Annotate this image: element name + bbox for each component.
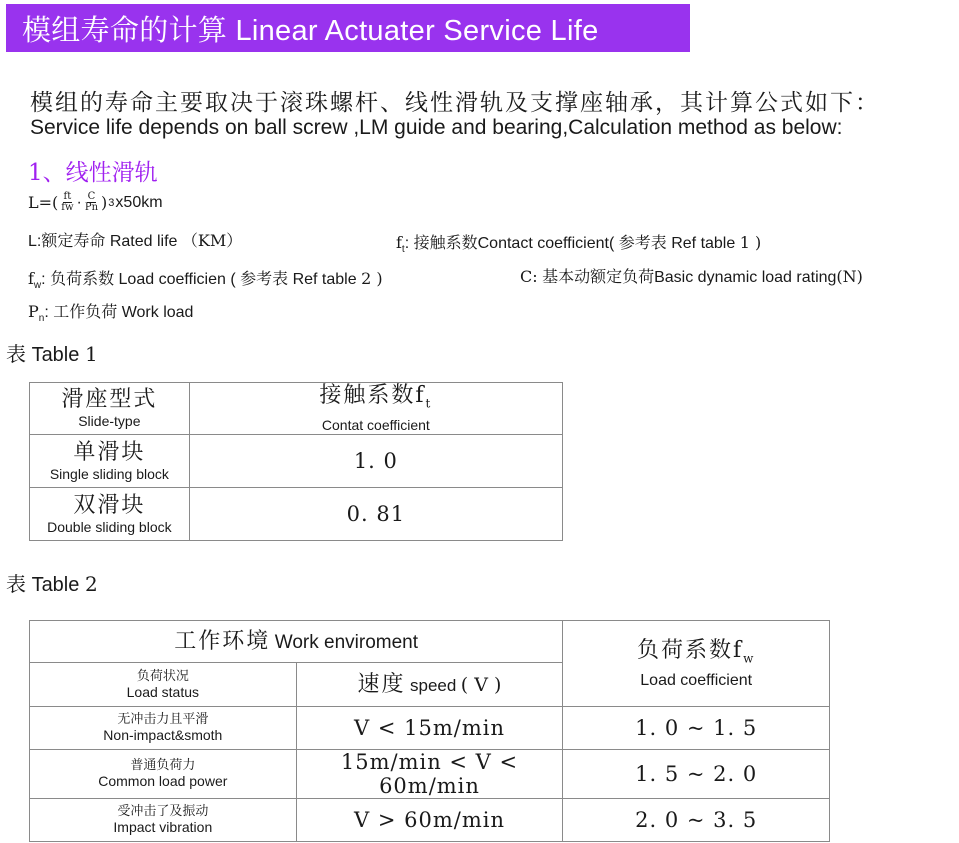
formula-exponent: 3 <box>108 196 115 209</box>
def-en: Contact coefficient( <box>477 235 615 252</box>
row-cn: 无冲击力且平滑 <box>117 712 209 727</box>
intro-chinese: 模组的寿命主要取决于滚珠螺杆、线性滑轨及支撑座轴承，其计算公式如下： <box>30 90 880 116</box>
def-ref-en: Ref table <box>671 235 736 252</box>
row-value-cell: 1. 0 <box>189 435 562 488</box>
table-row <box>30 799 830 842</box>
header-unit: ( V ) <box>460 673 502 696</box>
def-colon: : <box>41 271 46 288</box>
def-cn: 基本动额定负荷 <box>542 269 655 286</box>
formula-lhs: L=( <box>28 193 59 212</box>
def-cn: 工作负荷 <box>53 304 118 321</box>
table2-title <box>6 568 98 597</box>
formula-dot: · <box>76 193 82 211</box>
def-key: f <box>28 269 34 288</box>
header-sub: w <box>743 651 756 666</box>
row-cn: 单滑块 <box>73 439 146 465</box>
row-coef-cell: 2. 0 ~ 3. 5 <box>563 799 830 842</box>
def-ref-num: 1 ) <box>739 233 762 252</box>
definition-pn <box>28 299 193 324</box>
def-unit: (N) <box>836 267 863 286</box>
row-speed-cell: V > 60m/min <box>296 799 563 842</box>
header-cn: 滑座型式 <box>61 387 158 412</box>
row-label-cell <box>30 435 190 488</box>
formula-fraction-c-pn <box>85 192 98 213</box>
row-label-cell <box>30 750 297 799</box>
header-cell-contact-coefficient <box>189 383 562 435</box>
row-en: Common load power <box>98 773 228 789</box>
row-en: Non-impact&smoth <box>103 727 223 743</box>
row-label-cell <box>30 799 297 842</box>
table-title-en: Table <box>31 574 80 596</box>
life-formula <box>28 192 163 213</box>
header-cell-load-coefficient <box>563 621 830 707</box>
formula-rhs: x50km <box>115 193 163 211</box>
fraction-numerator: ft <box>63 191 72 202</box>
definition-fw <box>28 266 383 291</box>
def-key: C: <box>520 267 538 286</box>
def-key: L: <box>28 233 42 250</box>
header-en: Slide-type <box>78 413 141 429</box>
header-cell-work-environment <box>30 621 563 663</box>
fraction-numerator: C <box>87 191 96 202</box>
def-key: P <box>28 302 39 321</box>
header-cn-text: 接触系数f <box>319 383 426 409</box>
header-cn: 负荷状况 <box>136 668 189 684</box>
formula-fraction-ft-fw <box>61 192 73 213</box>
row-cn: 受冲击了及振动 <box>117 804 209 819</box>
table1-contact-coefficient <box>29 382 563 541</box>
fraction-denominator: Pn <box>84 202 99 213</box>
banner-title: 模组寿命的计算 Linear Actuater Service Life <box>22 14 599 47</box>
header-sub: t <box>425 396 433 411</box>
row-label-cell <box>30 707 297 750</box>
header-cn: 工作环境 <box>174 628 271 654</box>
table-row <box>30 488 563 541</box>
table-title-cn: 表 <box>6 342 26 366</box>
header-cn: 速度 <box>357 671 406 697</box>
header-cn <box>190 383 562 416</box>
def-cn: 额定寿命 <box>41 233 106 250</box>
row-coef-cell: 1. 5 ~ 2. 0 <box>563 750 830 799</box>
row-cn: 双滑块 <box>73 492 146 518</box>
def-colon: : <box>404 235 410 252</box>
row-label-cell <box>30 488 190 541</box>
header-en: speed <box>410 675 457 695</box>
row-cn: 普通负荷力 <box>130 758 196 773</box>
def-sub: t <box>401 244 405 256</box>
fraction-denominator: fw <box>61 202 74 213</box>
def-unit: （KM） <box>181 231 243 250</box>
def-ref-cn: 参考表 <box>618 235 667 252</box>
header-en: Work enviroment <box>274 631 419 653</box>
formula-close-paren: ) <box>101 193 108 212</box>
row-value-cell: 0. 81 <box>189 488 562 541</box>
row-speed-cell: 15m/min < V < 60m/min <box>296 750 563 799</box>
definition-c <box>520 264 863 287</box>
row-en: Single sliding block <box>49 465 169 482</box>
table-header-row <box>30 621 830 663</box>
table-title-num: 2 <box>84 572 98 596</box>
table-row <box>30 750 830 799</box>
def-en: Work load <box>121 304 194 321</box>
table-title-en: Table <box>31 344 80 366</box>
def-en: Load coefficien ( <box>118 271 236 288</box>
def-ref-cn: 参考表 <box>240 271 289 288</box>
def-colon: : <box>44 304 49 321</box>
header-en: Load coefficient <box>640 671 753 689</box>
header-cn-text: 负荷系数f <box>636 638 744 664</box>
def-sub: w <box>33 280 42 292</box>
header-cell-load-status <box>30 663 297 707</box>
header-cell-speed <box>296 663 563 707</box>
table-row <box>30 707 830 750</box>
header-cn <box>563 638 829 671</box>
row-speed-cell: V < 15m/min <box>296 707 563 750</box>
intro-english: Service life depends on ball screw ,LM guide and bearing,Calculation method as below: <box>30 116 843 139</box>
header-en: Load status <box>126 683 200 700</box>
row-coef-cell: 1. 0 ~ 1. 5 <box>563 707 830 750</box>
table-title-cn: 表 <box>6 572 26 596</box>
definition-l <box>28 228 242 251</box>
header-en: Contat coefficient <box>321 416 430 433</box>
row-en: Impact vibration <box>113 819 213 835</box>
def-ref-en: Ref table <box>292 271 357 288</box>
table1-title <box>6 338 98 367</box>
section-title-linear-guide: 1、线性滑轨 <box>28 160 158 186</box>
table-row <box>30 435 563 488</box>
title-banner <box>6 4 690 52</box>
def-ref-num: 2 ) <box>361 269 383 288</box>
def-en: Rated life <box>109 233 178 250</box>
definition-ft <box>396 230 761 255</box>
def-sub: n <box>38 313 45 325</box>
table2-load-coefficient <box>29 620 830 842</box>
table-header-row <box>30 383 563 435</box>
table-title-num: 1 <box>84 342 98 366</box>
header-cell-slide-type <box>30 383 190 435</box>
def-cn: 负荷系数 <box>50 271 115 288</box>
row-en: Double sliding block <box>47 518 172 535</box>
def-en: Basic dynamic load rating <box>654 269 837 286</box>
def-cn: 接触系数 <box>413 235 478 252</box>
def-key: f <box>396 233 402 252</box>
